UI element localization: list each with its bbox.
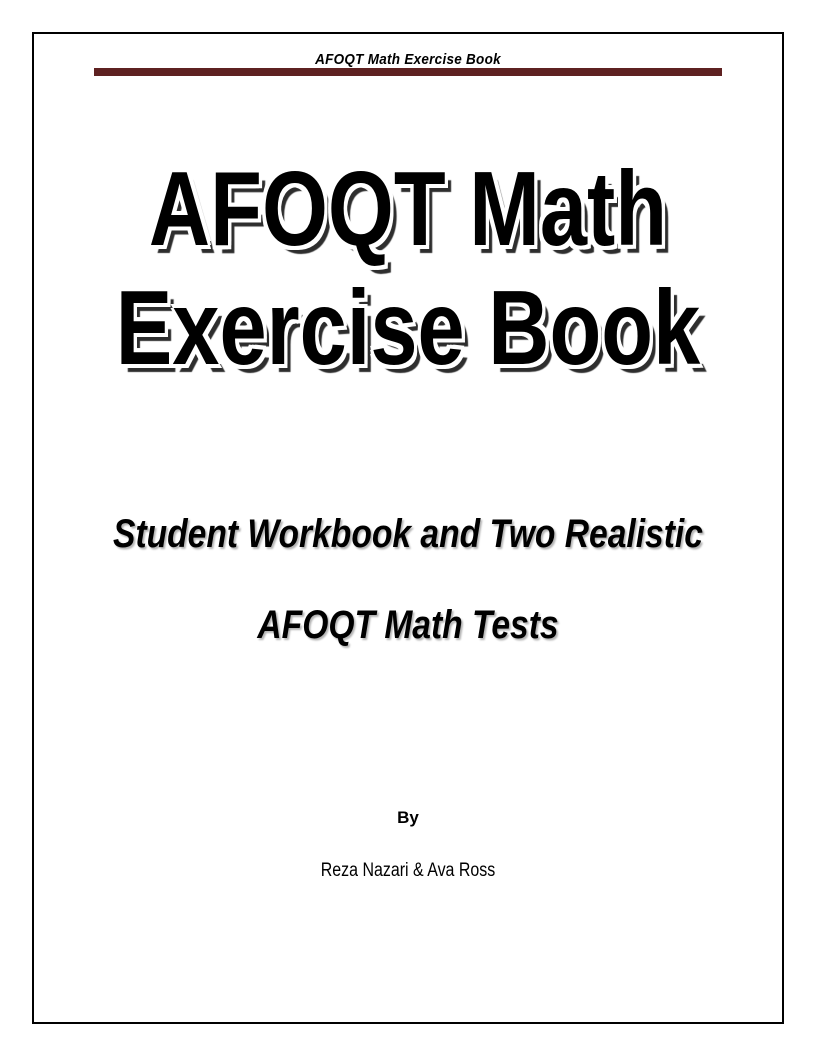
- authors: Reza Nazari & Ava Ross: [320, 860, 496, 881]
- book-title-line-1: AFOQT Math: [148, 150, 668, 268]
- header-rule: [94, 68, 722, 76]
- subtitle-line-1: Student Workbook and Two Realistic: [113, 512, 703, 556]
- book-title-line-2: Exercise Book: [115, 269, 701, 387]
- subtitle-line-2: AFOQT Math Tests: [257, 603, 559, 647]
- book-title: [0, 150, 816, 388]
- byline-label: By: [397, 808, 419, 827]
- header-title: AFOQT Math Exercise Book: [315, 51, 501, 68]
